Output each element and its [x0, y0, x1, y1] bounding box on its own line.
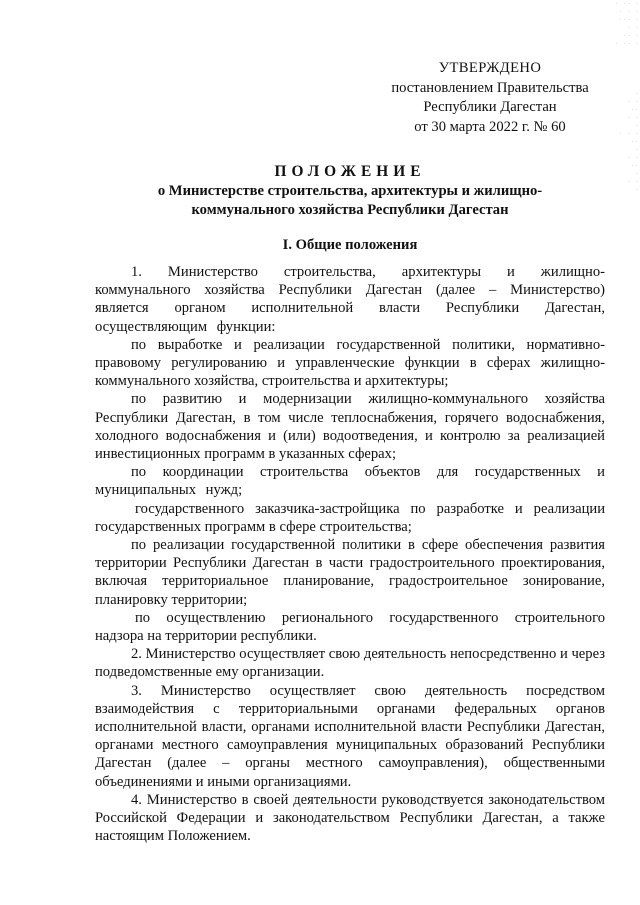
paragraph-2: 2. Министерство осуществляет свою деятельность непосредственно и через подведомственные ему организации. [95, 646, 605, 681]
paragraph-function-housing: по развитию и модернизации жилищно-коммунального хозяйства Республики Дагестан, в том числе теплоснабжения, горячего водоснабжения, холодного водоснабжения и (или) водоотведения, и контролю за реализацией инвестиционных программ в указанных сферах; [95, 391, 605, 463]
document-subtitle-line-1: о Министерстве строительства, архитектуры и жилищно- [157, 183, 543, 199]
paragraph-function-supervision: по осуществлению регионального государственного строительного надзора на территории республики. [95, 609, 605, 645]
paragraph-function-customer: государственного заказчика-застройщика по разработке и реализации государственных программ в сфере строительства; [95, 500, 605, 535]
paragraph-function-policy: по выработке и реализации государственной политики, нормативно-правовому регулированию и управленческие функции в сферах жилищно-коммунального хозяйства, строительства и архитектуры; [95, 336, 605, 390]
approval-line-date: от 30 марта 2022 г. № 60 [414, 118, 566, 135]
document-title: ПОЛОЖЕНИЕ [274, 163, 426, 180]
document-subtitle-line-2: коммунального хозяйства Республики Дагестан [191, 202, 509, 218]
scan-noise-top: · ·· · · · · ··· · · · ·· · · ·· · [615, 0, 640, 48]
paragraph-function-territory: по реализации государственной политики в сфере обеспечения развития территории Республики Дагестан в части градостроительного проектирования, включая территориальное планирование, градостроительное зонирование, планировку территории; [95, 537, 605, 608]
paragraph-1: 1. Министерство строительства, архитектуры и жилищно-коммунального хозяйства Республики Дагестан (далее – Министерство) является органом исполнительной власти Республики Дагестан, осуществляющим функции: [95, 264, 605, 335]
paragraph-3: 3. Министерство осуществляет свою деятельность посредством взаимодействия с территориальными органами федеральных органов исполнительной власти, органами исполнительной власти Республики Дагестан, органами местного самоуправления муниципальных образований Республики Дагестан (далее – органы местного самоуправления), общественными объединениями и иными организациями. [95, 682, 605, 790]
scan-noise-middle: · · · ·· · · · · · · ·· · · · ·· · · · · [619, 90, 640, 194]
section-heading: I. Общие положения [282, 237, 418, 253]
paragraph-function-coordination: по координации строительства объектов для государственных и муниципальных нужд; [95, 464, 605, 499]
document-body [95, 263, 605, 846]
approval-heading: УТВЕРЖДЕНО [438, 60, 542, 76]
approval-block [370, 59, 610, 137]
approval-line-republic: Республики Дагестан [423, 99, 557, 115]
paragraph-4: 4. Министерство в своей деятельности руководствуется законодательством Российской Федерации и законодательством Республики Дагестан, а также настоящим Положением. [95, 791, 605, 845]
approval-line-decree: постановлением Правительства [391, 79, 589, 96]
document-subtitle [95, 182, 605, 220]
